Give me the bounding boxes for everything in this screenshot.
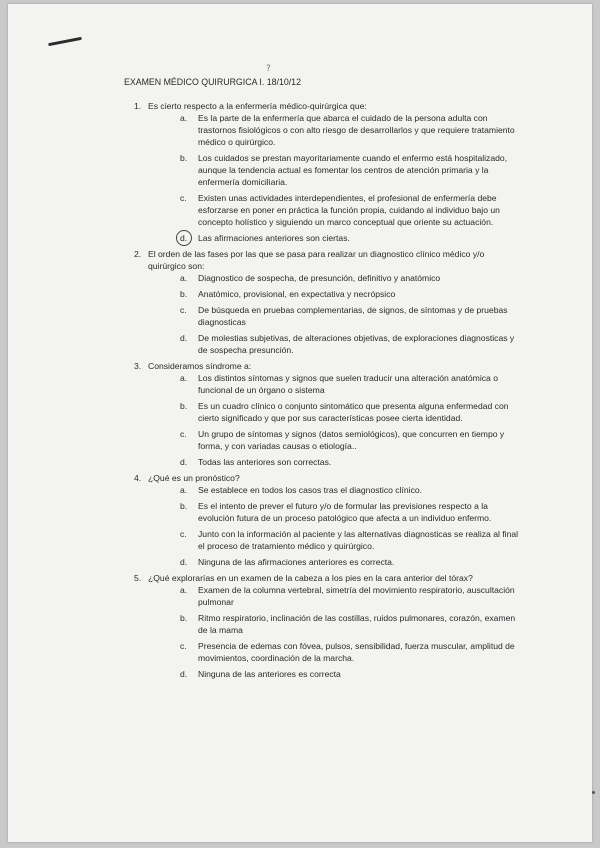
question-stem <box>124 100 524 112</box>
option-text: Es un cuadro clínico o conjunto sintomático que presenta alguna enfermedad con cierto significado y que por sus características posee cierta identidad. <box>198 401 509 423</box>
option-letter <box>180 332 198 356</box>
option-letter <box>180 428 198 452</box>
option-letter-text: b. <box>180 289 188 299</box>
option-letter <box>180 584 198 608</box>
answer-option-c <box>180 428 524 452</box>
question-stem <box>124 572 524 584</box>
option-letter <box>180 400 198 424</box>
question-number: 3. <box>134 361 142 371</box>
option-text: Diagnostico de sospecha, de presunción, definitivo y anatómico <box>198 273 441 283</box>
option-text: De búsqueda en pruebas complementarias, de signos, de síntomas y de pruebas diagnosticas <box>198 305 508 327</box>
answer-option-a <box>180 584 524 608</box>
option-letter <box>180 556 198 568</box>
option-text: Un grupo de síntomas y signos (datos semiológicos), que concurren en tiempo y forma, y con variadas causas o etiología.. <box>198 429 505 451</box>
question-text: El orden de las fases por las que se pasa para realizar un diagnostico clínico médico y/o quirúrgico son: <box>148 249 485 271</box>
answer-option-c <box>180 528 524 552</box>
option-letter-text: b. <box>180 153 188 163</box>
option-text: Ninguna de las anteriores es correcta <box>198 669 341 679</box>
pen-stroke-mark <box>48 37 82 46</box>
option-letter-text: d. <box>180 333 188 343</box>
question-2 <box>124 248 524 356</box>
answer-option-b <box>180 288 524 300</box>
option-letter <box>180 152 198 188</box>
answer-option-b <box>180 400 524 424</box>
question-text: Es cierto respecto a la enfermería médico-quirúrgica que: <box>148 101 367 111</box>
question-list <box>124 100 524 680</box>
option-letter-text: c. <box>180 429 187 439</box>
answer-option-c <box>180 304 524 328</box>
answer-option-c <box>180 640 524 664</box>
option-text: Todas las anteriores son correctas. <box>198 457 332 467</box>
option-letter-text: c. <box>180 529 187 539</box>
option-letter <box>180 272 198 284</box>
option-text: Las afirmaciones anteriores son ciertas. <box>198 233 350 243</box>
option-letter <box>180 112 198 148</box>
scan-speck <box>592 791 595 794</box>
answer-option-d <box>180 556 524 568</box>
option-text: Los cuidados se prestan mayoritariamente cuando el enfermo está hospitalizado, aunque la tendencia actual es fomentar los centros de atención primaria y la enfermería domiciliaria. <box>198 153 508 187</box>
option-letter <box>180 192 198 228</box>
option-letter-text: b. <box>180 501 188 511</box>
small-handwritten-mark: ? <box>266 64 271 74</box>
answer-option-a <box>180 372 524 396</box>
option-letter-text: d. <box>180 233 188 243</box>
exam-title: EXAMEN MÉDICO QUIRURGICA I. 18/10/12 <box>124 77 301 87</box>
option-letter <box>180 232 198 244</box>
question-4 <box>124 472 524 568</box>
option-letter-text: a. <box>180 273 188 283</box>
answer-option-d <box>180 456 524 468</box>
option-text: Ninguna de las afirmaciones anteriores es correcta. <box>198 557 395 567</box>
question-text: Consideramos síndrome a: <box>148 361 252 371</box>
answer-option-a <box>180 484 524 496</box>
question-stem <box>124 360 524 372</box>
exam-sheet <box>8 4 592 842</box>
answer-option-b <box>180 500 524 524</box>
option-letter-text: c. <box>180 305 187 315</box>
option-letter <box>180 640 198 664</box>
option-letter-text: c. <box>180 641 187 651</box>
answer-option-d <box>180 668 524 680</box>
option-letter <box>180 304 198 328</box>
option-letter-text: a. <box>180 485 188 495</box>
question-text: ¿Qué es un pronóstico? <box>148 473 240 483</box>
question-number: 2. <box>134 249 142 259</box>
option-text: Es el intento de prever el futuro y/o de formular las previsiones respecto a la evolución futura de un proceso patológico que afecta a un individuo enfermo. <box>198 501 492 523</box>
option-text: Examen de la columna vertebral, simetría del movimiento respiratorio, auscultación pulmonar <box>198 585 515 607</box>
question-number: 1. <box>134 101 142 111</box>
exam-content <box>124 76 524 684</box>
option-text: Ritmo respiratorio, inclinación de las costillas, ruidos pulmonares, corazón, examen de la mama <box>198 613 516 635</box>
option-letter-text: a. <box>180 113 188 123</box>
option-letter-text: d. <box>180 457 188 467</box>
option-text: Es la parte de la enfermería que abarca el cuidado de la persona adulta con trastornos fisiológicos o con alto riesgo de desarrollarlos y que requiere tratamiento médico o quirúrgico. <box>198 113 515 147</box>
option-letter <box>180 528 198 552</box>
question-3 <box>124 360 524 468</box>
answer-option-a <box>180 272 524 284</box>
option-letter <box>180 484 198 496</box>
answer-option-c <box>180 192 524 228</box>
answer-option-d <box>180 332 524 356</box>
question-text: ¿Qué explorarías en un examen de la cabeza a los pies en la cara anterior del tórax? <box>148 573 473 583</box>
question-number: 4. <box>134 473 142 483</box>
question-stem <box>124 472 524 484</box>
answer-option-a <box>180 112 524 148</box>
option-text: Presencia de edemas con fóvea, pulsos, sensibilidad, fuerza muscular, amplitud de movimientos, coordinación de la marcha. <box>198 641 515 663</box>
option-letter <box>180 612 198 636</box>
option-letter <box>180 372 198 396</box>
option-text: Se establece en todos los casos tras el diagnostico clínico. <box>198 485 423 495</box>
option-letter-text: b. <box>180 613 188 623</box>
answer-option-b <box>180 152 524 188</box>
option-letter-text: b. <box>180 401 188 411</box>
question-stem <box>124 248 524 272</box>
option-text: Los distintos síntomas y signos que suelen traducir una alteración anatómica o funcional de un órgano o sistema <box>198 373 498 395</box>
option-letter-text: d. <box>180 669 188 679</box>
option-letter <box>180 288 198 300</box>
answer-option-b <box>180 612 524 636</box>
answer-option-d <box>180 232 524 244</box>
option-letter <box>180 668 198 680</box>
option-text: Junto con la información al paciente y las alternativas diagnosticas se realiza al final el proceso de tratamiento médico y quirúrgico. <box>198 529 519 551</box>
option-letter-text: c. <box>180 193 187 203</box>
question-number: 5. <box>134 573 142 583</box>
option-letter <box>180 456 198 468</box>
option-text: Existen unas actividades interdependientes, el profesional de enfermería debe esforzarse en poner en práctica la función propia, cuidando al individuo bajo un concepto holístico y siguiendo un marco conceptual que oriente su actuación. <box>198 193 500 227</box>
question-5 <box>124 572 524 680</box>
option-letter <box>180 500 198 524</box>
handwritten-circle-mark <box>176 230 192 246</box>
option-letter-text: a. <box>180 585 188 595</box>
option-letter-text: a. <box>180 373 188 383</box>
option-text: De molestias subjetivas, de alteraciones objetivas, de exploraciones diagnosticas y de sospecha presunción. <box>198 333 515 355</box>
option-text: Anatómico, provisional, en expectativa y necrópsico <box>198 289 396 299</box>
option-letter-text: d. <box>180 557 188 567</box>
question-1 <box>124 100 524 244</box>
